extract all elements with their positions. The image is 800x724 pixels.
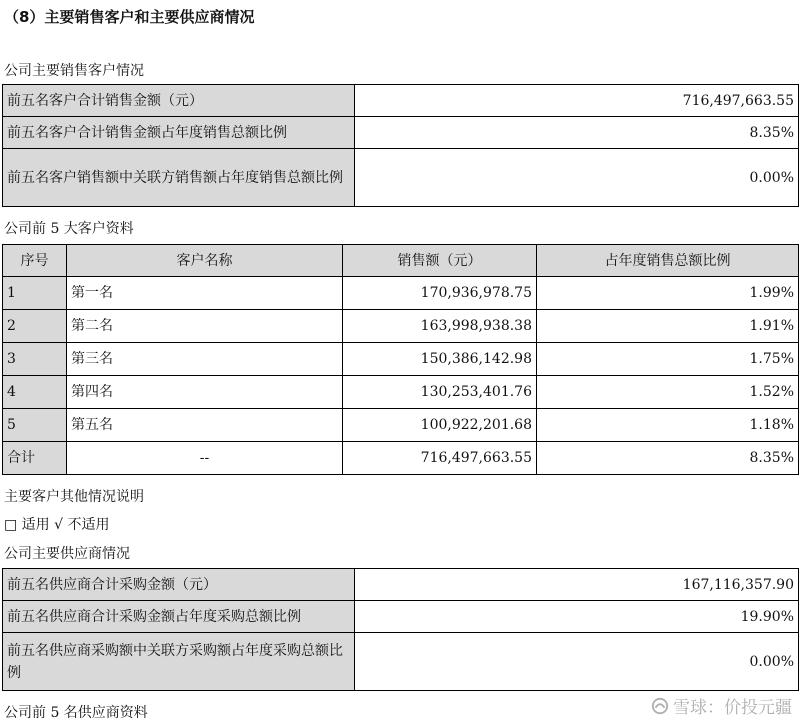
watermark <box>651 693 792 718</box>
row-label: 前五名客户销售额中关联方销售额占年度销售总额比例 <box>3 149 355 207</box>
table-row <box>3 409 799 442</box>
cell-ratio: 1.52% <box>537 376 799 409</box>
top5-customers-title: 公司前 5 大客户资料 <box>4 221 134 237</box>
cell-total-name: -- <box>67 442 343 475</box>
table-total-row <box>3 442 799 475</box>
cell-amount: 130,253,401.76 <box>343 376 537 409</box>
customer-summary-table <box>2 84 799 207</box>
cell-no: 5 <box>3 409 67 442</box>
cell-no: 2 <box>3 310 67 343</box>
cell-ratio: 1.91% <box>537 310 799 343</box>
row-value: 19.90% <box>355 601 799 633</box>
row-label: 前五名客户合计销售金额（元） <box>3 85 355 117</box>
table-row <box>3 376 799 409</box>
cell-amount: 170,936,978.75 <box>343 277 537 310</box>
cell-name: 第二名 <box>67 310 343 343</box>
table-row <box>3 633 799 691</box>
cell-name: 第四名 <box>67 376 343 409</box>
table-row <box>3 343 799 376</box>
watermark-text: 雪球：价投元疆 <box>673 698 792 718</box>
table-row <box>3 569 799 601</box>
header-amount: 销售额（元） <box>343 245 537 277</box>
other-notes-title: 主要客户其他情况说明 <box>4 489 144 505</box>
cell-ratio: 1.99% <box>537 277 799 310</box>
row-label: 前五名供应商合计采购金额（元） <box>3 569 355 601</box>
table-row <box>3 85 799 117</box>
cell-ratio: 1.18% <box>537 409 799 442</box>
row-label: 前五名客户合计销售金额占年度销售总额比例 <box>3 117 355 149</box>
snowball-logo-icon <box>651 697 669 715</box>
cell-name: 第三名 <box>67 343 343 376</box>
cell-amount: 163,998,938.38 <box>343 310 537 343</box>
header-name: 客户名称 <box>67 245 343 277</box>
cell-name: 第一名 <box>67 277 343 310</box>
row-label: 前五名供应商采购额中关联方采购额占年度采购总额比例 <box>3 633 355 691</box>
header-ratio: 占年度销售总额比例 <box>537 245 799 277</box>
cell-no: 3 <box>3 343 67 376</box>
table-row <box>3 277 799 310</box>
cell-amount: 100,922,201.68 <box>343 409 537 442</box>
table-row <box>3 117 799 149</box>
cell-no: 4 <box>3 376 67 409</box>
row-value: 167,116,357.90 <box>355 569 799 601</box>
table-row <box>3 310 799 343</box>
top5-suppliers-title: 公司前 5 名供应商资料 <box>4 705 148 721</box>
section-heading: （8）主要销售客户和主要供应商情况 <box>4 8 255 26</box>
row-value: 0.00% <box>355 633 799 691</box>
row-value: 716,497,663.55 <box>355 85 799 117</box>
row-label: 前五名供应商合计采购金额占年度采购总额比例 <box>3 601 355 633</box>
cell-total-ratio: 8.35% <box>537 442 799 475</box>
customer-section-title: 公司主要销售客户情况 <box>4 63 144 79</box>
top5-customers-table <box>2 244 799 475</box>
cell-ratio: 1.75% <box>537 343 799 376</box>
cell-name: 第五名 <box>67 409 343 442</box>
supplier-section-title: 公司主要供应商情况 <box>4 546 130 562</box>
header-no: 序号 <box>3 245 67 277</box>
supplier-summary-table <box>2 568 799 691</box>
applicable-option-line: □ 适用 √ 不适用 <box>4 517 110 533</box>
cell-total-label: 合计 <box>3 442 67 475</box>
table-row <box>3 149 799 207</box>
table-header-row <box>3 245 799 277</box>
cell-no: 1 <box>3 277 67 310</box>
table-row <box>3 601 799 633</box>
row-value: 0.00% <box>355 149 799 207</box>
row-value: 8.35% <box>355 117 799 149</box>
cell-amount: 150,386,142.98 <box>343 343 537 376</box>
cell-total-amount: 716,497,663.55 <box>343 442 537 475</box>
